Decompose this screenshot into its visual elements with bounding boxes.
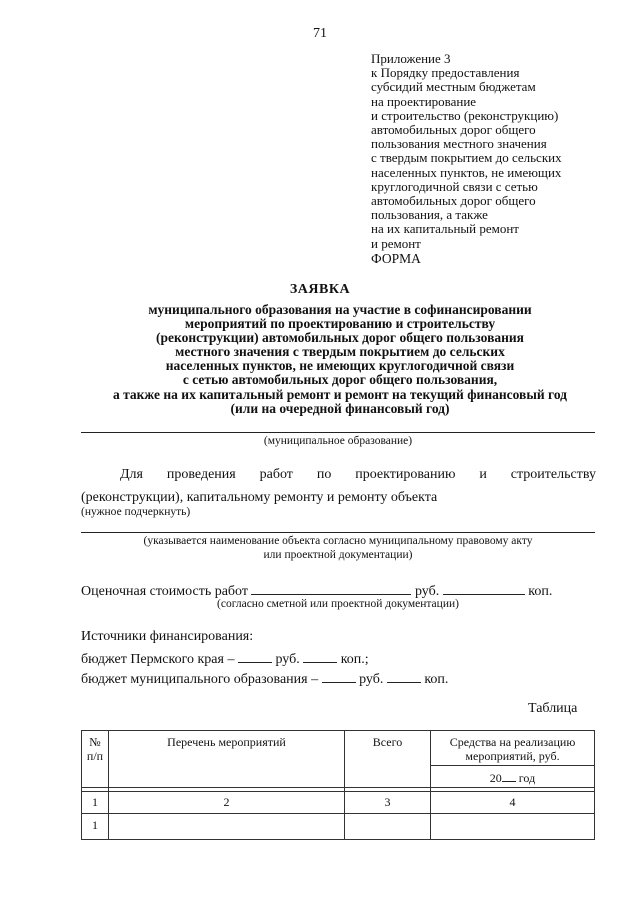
purpose-line-2: (реконструкции), капитальному ремонту и ремонту объекта (81, 490, 438, 505)
purpose-word: по (316, 467, 332, 482)
row-num-cell: 1 (82, 814, 109, 840)
cost-kop-field[interactable] (443, 580, 525, 595)
cost-rub-unit: руб. (414, 584, 440, 599)
header-num: № п/п (82, 731, 109, 788)
purpose-word: и (479, 467, 487, 482)
appendix-line: населенных пунктов, не имеющих (371, 164, 562, 180)
appendix-line: на их капитальный ремонт (371, 221, 519, 237)
purpose-word: работ (259, 467, 293, 482)
subtitle-line: местного значения с твердым покрытием до сельских (175, 344, 505, 360)
page-number: 71 (313, 26, 327, 41)
appendix-line: автомобильных дорог общего (371, 193, 536, 209)
subtitle-line: населенных пунктов, не имеющих круглогодичной связи (165, 358, 515, 374)
cost-rub-field[interactable] (251, 580, 411, 595)
header-funds: Средства на реализацию мероприятий, руб. (431, 731, 595, 766)
numbering-row (82, 792, 595, 814)
object-caption-2: или проектной документации) (263, 549, 413, 561)
purpose-word: проведения (166, 467, 236, 482)
column-number-cell: 1 (82, 792, 109, 814)
activity-cell[interactable] (109, 814, 345, 840)
municipal-budget-label: бюджет муниципального образования – (81, 672, 319, 687)
form-label: ФОРМА (371, 251, 421, 266)
municipal-rub-field[interactable] (322, 668, 356, 683)
appendix-line: субсидий местным бюджетам (371, 79, 536, 95)
appendix-line: на проектирование (371, 93, 477, 109)
cost-label: Оценочная стоимость работ (81, 584, 248, 599)
column-number-cell: 3 (345, 792, 431, 814)
appendix-line: автомобильных дорог общего (371, 122, 536, 138)
cost-kop-unit: коп. (528, 584, 553, 599)
header-year: 20 год (431, 766, 595, 788)
appendix-line: круглогодичной связи с сетью (371, 178, 538, 194)
subtitle-line: (реконструкции) автомобильных дорог общего пользования (156, 330, 524, 346)
subtitle-line: с сетью автомобильных дорог общего пользования, (182, 372, 498, 388)
activities-table (81, 730, 595, 840)
appendix-line: пользования местного значения (371, 136, 547, 152)
document-title: ЗАЯВКА (289, 282, 351, 297)
appendix-line: и ремонт (371, 235, 421, 251)
perm-kop-unit: коп.; (340, 652, 369, 667)
subtitle-line: муниципального образования на участие в софинансировании (148, 302, 532, 317)
municipal-kop-field[interactable] (387, 668, 421, 683)
municipality-caption: (муниципальное образование) (263, 435, 413, 447)
underline-note: (нужное подчеркнуть) (81, 506, 191, 518)
municipal-kop-unit: коп. (424, 672, 449, 687)
subtitle-line: мероприятий по проектированию и строительству (184, 316, 496, 332)
table-row (82, 814, 595, 840)
cost-caption: (согласно сметной или проектной документации) (217, 598, 459, 610)
purpose-word: строительству (510, 467, 596, 482)
document-subtitle (40, 303, 640, 416)
funding-heading: Источники финансирования: (81, 629, 254, 644)
municipality-line[interactable] (81, 432, 595, 433)
total-cell[interactable] (345, 814, 431, 840)
purpose-line-1 (120, 466, 596, 484)
appendix-line: пользования, а также (371, 207, 488, 223)
appendix-line: и строительство (реконструкцию) (371, 107, 559, 123)
subtitle-line: а также на их капитальный ремонт и ремонт на текущий финансовый год (112, 386, 568, 402)
column-number-cell: 4 (431, 792, 595, 814)
purpose-word: проектированию (355, 467, 456, 482)
municipal-rub-unit: руб. (359, 672, 384, 687)
perm-budget-label: бюджет Пермского края – (81, 652, 235, 667)
appendix-reference (371, 52, 621, 251)
appendix-line: с твердым покрытием до сельских (371, 150, 562, 166)
table-label: Таблица (528, 701, 578, 716)
appendix-line: к Порядку предоставления (371, 65, 520, 81)
perm-rub-field[interactable] (238, 648, 272, 663)
perm-kop-field[interactable] (303, 648, 337, 663)
funding-municipal-row (81, 668, 448, 689)
header-activities: Перечень мероприятий (109, 731, 345, 788)
purpose-word: Для (120, 467, 143, 482)
funding-perm-row (81, 648, 369, 669)
perm-rub-unit: руб. (275, 652, 300, 667)
header-total: Всего (345, 731, 431, 788)
object-name-line[interactable] (81, 532, 595, 533)
year-field[interactable] (502, 770, 516, 782)
subtitle-line: (или на очередной финансовый год) (230, 400, 450, 416)
funds-cell[interactable] (431, 814, 595, 840)
object-caption-1: (указывается наименование объекта согласно муниципальному правовому акту (143, 535, 533, 547)
appendix-line: Приложение 3 (371, 51, 451, 66)
column-number-cell: 2 (109, 792, 345, 814)
